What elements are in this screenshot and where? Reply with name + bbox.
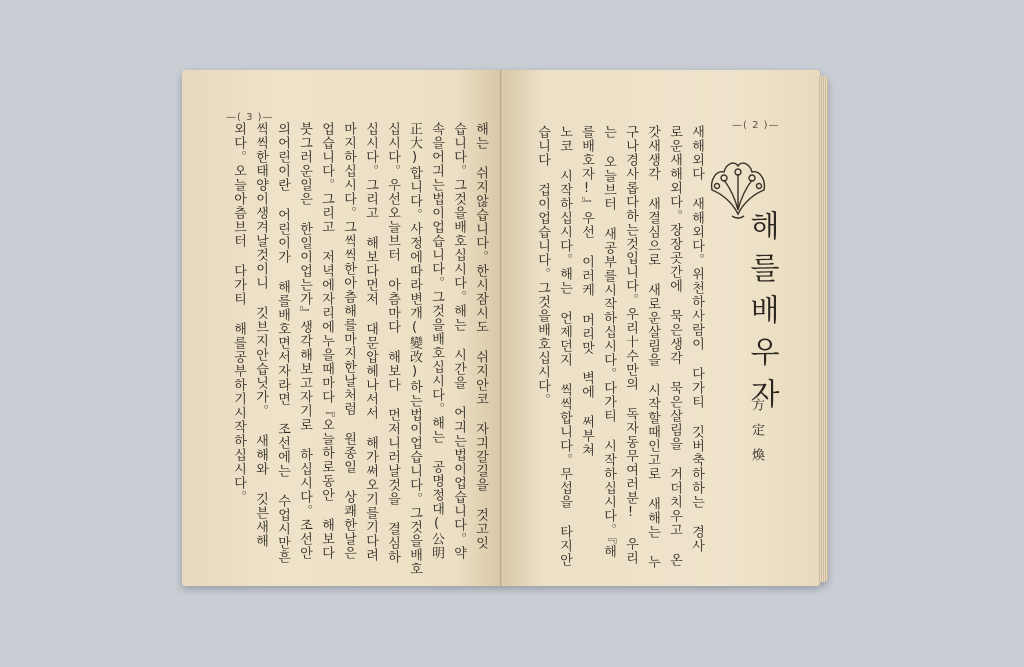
text-column: 속을어긔는법이업습니다。그것을배호십시다。해는 공명정대(公明 [429,122,444,560]
text-column: 正大)합니다。사정에따라변개(變改)하는법이업습니다。그것을배호 [407,122,422,576]
text-column: 습니다 겁이업습니다。그것을배호십시다。 [535,125,550,407]
left-page-number: —( 3 )— [226,112,274,123]
article-author: 方定煥 [749,398,764,473]
text-column: 갓새생각 새결심으로 새로운살림을 시작할때인고로 새해는 누 [645,125,660,569]
text-column: 습니다。그것을배호십시다。해는 시간을 어긔는법이업습니다。약 [451,122,466,560]
text-column: 십시다。그리고 해보다먼저 대문압헤나서서 해가쎠오기를기다려 [363,122,378,562]
text-column: 새해외다 새해외다。위천하사람이 다가티 깃버축하하는 경사 [689,125,704,553]
text-column: 해는 쉬지않습니다。한시잠시도 쉬지안코 자긔갈길을 것고잇 [473,122,488,550]
text-column: 마지하십시다。그씩씩한아츰해를마지한날처럼 원종일 상쾌한날은 [341,122,356,560]
text-column: 씩씩한태양이생겨날것이니 깃브지안습닛가。 새해와 깃븐새해 [253,122,268,548]
right-page [504,70,820,586]
text-column: 십시다。우선오늘브터 아츰마다 해보다 먼저니러날것을 결심하 [385,122,400,564]
page-edges [818,76,828,582]
text-column: 는 오늘브터 새공부를시작하십시다。다가티 시작하십시다。『해 [601,125,616,559]
open-book [178,70,830,588]
text-column: 업습니다。그리고 저녁에자리에누을때마다『오늘하로동안 해보다 [319,122,334,560]
article-title: 해를배우자 [744,210,779,420]
text-column: 노코 시작하십시다。해는 언제던지 씩씩합니다。무섭을 타지안 [557,125,572,567]
text-column: 외다。오늘아츰브터 다가티 해를공부하기시작하십시다。 [231,122,246,504]
text-column: 구나경사롭다하는것입니다。우리十수만의 독자동무여러분! 우리 [623,125,638,565]
right-page-number: —( 2 )— [732,120,780,131]
text-column: 붓그러운일은 한일이업는가』생각해보고자기로 하십시다。조선안 [297,122,312,560]
left-page [182,70,503,586]
text-column: 로운새해외다。장장곳간에 묵은생각 묵은살림을 거더치우고 온 [667,125,682,567]
text-column: 의어린이란 어린이가 해를배호면서자라면 조선에는 수업시만흔 [275,122,290,564]
text-column: 를배호자!』우선 이러케 머리맛 벽에 써부쳐 [579,125,594,457]
